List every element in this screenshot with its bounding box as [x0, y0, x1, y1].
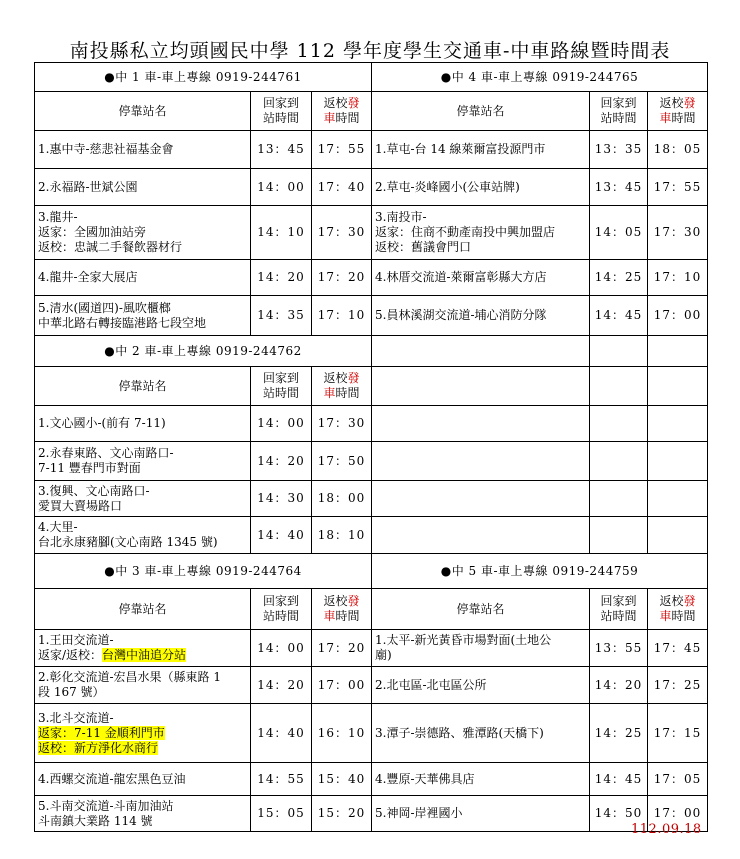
route5-stop-name: 2.北屯區-北屯區公所 [372, 667, 590, 704]
empty-cell [648, 442, 708, 481]
highlighted-text: 返校：新方淨化水商行 [38, 740, 159, 755]
route3-stop-name: 1.王田交流道- 返家/返校：台灣中油追分站 [35, 630, 251, 667]
col-school-header: 返校發 車時間 [648, 589, 708, 630]
route5-header: ●中 5 車-車上專線 0919-244759 [372, 554, 708, 589]
empty-cell [648, 481, 708, 517]
route2-stop-name: 4.大里- 台北永康豬腳(文心南路 1345 號) [35, 517, 251, 554]
route3-stop-name: 2.彰化交流道-宏昌水果（縣東路 1 段 167 號） [35, 667, 251, 704]
empty-cell [648, 406, 708, 442]
empty-cell [372, 367, 590, 406]
route1-home-time: 14：20 [251, 260, 312, 296]
route5-school-time: 17：15 [648, 704, 708, 763]
route5-school-time: 17：05 [648, 763, 708, 796]
route4-school-time: 18：05 [648, 131, 708, 169]
route3-school-time: 17：00 [312, 667, 372, 704]
col-school-header: 返校發 車時間 [312, 367, 372, 406]
route1-home-time: 14：10 [251, 206, 312, 260]
empty-cell [372, 481, 590, 517]
route1-school-time: 17：30 [312, 206, 372, 260]
route1-school-time: 17：20 [312, 260, 372, 296]
col-stop-header: 停靠站名 [35, 367, 251, 406]
empty-cell [590, 442, 648, 481]
route1-stop-name: 4.龍井-全家大展店 [35, 260, 251, 296]
route5-stop-name: 3.潭子-崇德路、雅潭路(天橋下) [372, 704, 590, 763]
route4-home-time: 13：35 [590, 131, 648, 169]
col-school-header: 返校發 車時間 [312, 589, 372, 630]
empty-cell [590, 481, 648, 517]
route3-header: ●中 3 車-車上專線 0919-244764 [35, 554, 372, 589]
empty-cell [590, 406, 648, 442]
route3-stop-name: 3.北斗交流道- 返家：7-11 金順利門市 返校：新方淨化水商行 [35, 704, 251, 763]
route3-home-time: 15：05 [251, 796, 312, 832]
route4-stop-name: 1.草屯-台 14 線萊爾富投源門市 [372, 131, 590, 169]
col-school-header: 返校發 車時間 [648, 92, 708, 131]
empty-cell [590, 367, 648, 406]
empty-cell [648, 517, 708, 554]
empty-cell [648, 336, 708, 367]
route4-home-time: 14：25 [590, 260, 648, 296]
col-home-header: 回家到 站時間 [590, 589, 648, 630]
empty-cell [590, 517, 648, 554]
revision-date: 112.09.18 [631, 822, 702, 837]
route5-stop-name: 5.神岡-岸裡國小 [372, 796, 590, 832]
route3-home-time: 14：00 [251, 630, 312, 667]
route4-stop-name: 5.員林溪湖交流道-埔心消防分隊 [372, 296, 590, 336]
route2-school-time: 17：30 [312, 406, 372, 442]
route4-stop-name: 2.草屯-炎峰國小(公車站牌) [372, 169, 590, 206]
route4-stop-name: 3.南投市- 返家：住商不動產南投中興加盟店 返校：舊議會門口 [372, 206, 590, 260]
route4-home-time: 13：45 [590, 169, 648, 206]
col-home-header: 回家到 站時間 [251, 367, 312, 406]
route3-home-time: 14：40 [251, 704, 312, 763]
route1-school-time: 17：55 [312, 131, 372, 169]
route2-stop-name: 3.復興、文心南路口- 愛買大賣場路口 [35, 481, 251, 517]
col-stop-header: 停靠站名 [35, 92, 251, 131]
route2-school-time: 18：10 [312, 517, 372, 554]
route4-school-time: 17：00 [648, 296, 708, 336]
route1-home-time: 13：45 [251, 131, 312, 169]
route2-home-time: 14：20 [251, 442, 312, 481]
route2-header: ●中 2 車-車上專線 0919-244762 [35, 336, 372, 367]
route3-home-time: 14：20 [251, 667, 312, 704]
route2-stop-name: 1.文心國小-(前有 7-11) [35, 406, 251, 442]
empty-cell [372, 336, 590, 367]
route5-stop-name: 4.豐原-天華佛具店 [372, 763, 590, 796]
route3-home-time: 14：55 [251, 763, 312, 796]
route1-home-time: 14：00 [251, 169, 312, 206]
highlighted-text: 返家：7-11 金順利門市 [38, 725, 165, 740]
route5-home-time: 13：55 [590, 630, 648, 667]
col-stop-header: 停靠站名 [35, 589, 251, 630]
route1-school-time: 17：40 [312, 169, 372, 206]
route4-stop-name: 4.林厝交流道-萊爾富彰縣大方店 [372, 260, 590, 296]
route5-home-time: 14：25 [590, 704, 648, 763]
route3-school-time: 16：10 [312, 704, 372, 763]
route5-school-time: 17：25 [648, 667, 708, 704]
col-stop-header: 停靠站名 [372, 589, 590, 630]
route5-school-time: 17：00 [648, 796, 708, 832]
route3-school-time: 15：40 [312, 763, 372, 796]
empty-cell [372, 517, 590, 554]
route2-home-time: 14：00 [251, 406, 312, 442]
route1-stop-name: 3.龍井- 返家：全國加油站旁 返校：忠誠二手餐飲器材行 [35, 206, 251, 260]
highlighted-text: 台灣中油追分站 [102, 648, 187, 662]
col-stop-header: 停靠站名 [372, 92, 590, 131]
route2-school-time: 17：50 [312, 442, 372, 481]
route2-home-time: 14：30 [251, 481, 312, 517]
route4-school-time: 17：10 [648, 260, 708, 296]
empty-cell [372, 442, 590, 481]
empty-cell [590, 336, 648, 367]
route1-header: ●中 1 車-車上專線 0919-244761 [35, 63, 372, 92]
route3-school-time: 15：20 [312, 796, 372, 832]
route4-school-time: 17：55 [648, 169, 708, 206]
timetable [34, 62, 708, 832]
route4-home-time: 14：05 [590, 206, 648, 260]
empty-cell [648, 367, 708, 406]
route5-school-time: 17：45 [648, 630, 708, 667]
empty-cell [372, 406, 590, 442]
col-home-header: 回家到 站時間 [251, 589, 312, 630]
route3-stop-name: 4.西螺交流道-龍宏黑色豆油 [35, 763, 251, 796]
route2-school-time: 18：00 [312, 481, 372, 517]
route4-school-time: 17：30 [648, 206, 708, 260]
col-school-header: 返校發 車時間 [312, 92, 372, 131]
route4-home-time: 14：45 [590, 296, 648, 336]
route1-stop-name: 1.惠中寺-慈悲社福基金會 [35, 131, 251, 169]
route5-home-time: 14：20 [590, 667, 648, 704]
page-title: 南投縣私立均頭國民中學 112 學年度學生交通車-中車路線暨時間表 [69, 40, 671, 62]
route2-stop-name: 2.永春東路、文心南路口- 7-11 豐春門市對面 [35, 442, 251, 481]
route3-stop-name: 5.斗南交流道-斗南加油站 斗南鎮大業路 114 號 [35, 796, 251, 832]
col-home-header: 回家到 站時間 [251, 92, 312, 131]
route5-stop-name: 1.太平-新光黃昏市場對面(土地公 廟) [372, 630, 590, 667]
col-home-header: 回家到 站時間 [590, 92, 648, 131]
route1-home-time: 14：35 [251, 296, 312, 336]
route1-stop-name: 2.永福路-世斌公園 [35, 169, 251, 206]
route1-stop-name: 5.清水(國道四)-風吹櫃榔 中華北路右轉接臨港路七段空地 [35, 296, 251, 336]
route3-school-time: 17：20 [312, 630, 372, 667]
route5-home-time: 14：50 [590, 796, 648, 832]
route1-school-time: 17：10 [312, 296, 372, 336]
route2-home-time: 14：40 [251, 517, 312, 554]
route5-home-time: 14：45 [590, 763, 648, 796]
route4-header: ●中 4 車-車上專線 0919-244765 [372, 63, 708, 92]
